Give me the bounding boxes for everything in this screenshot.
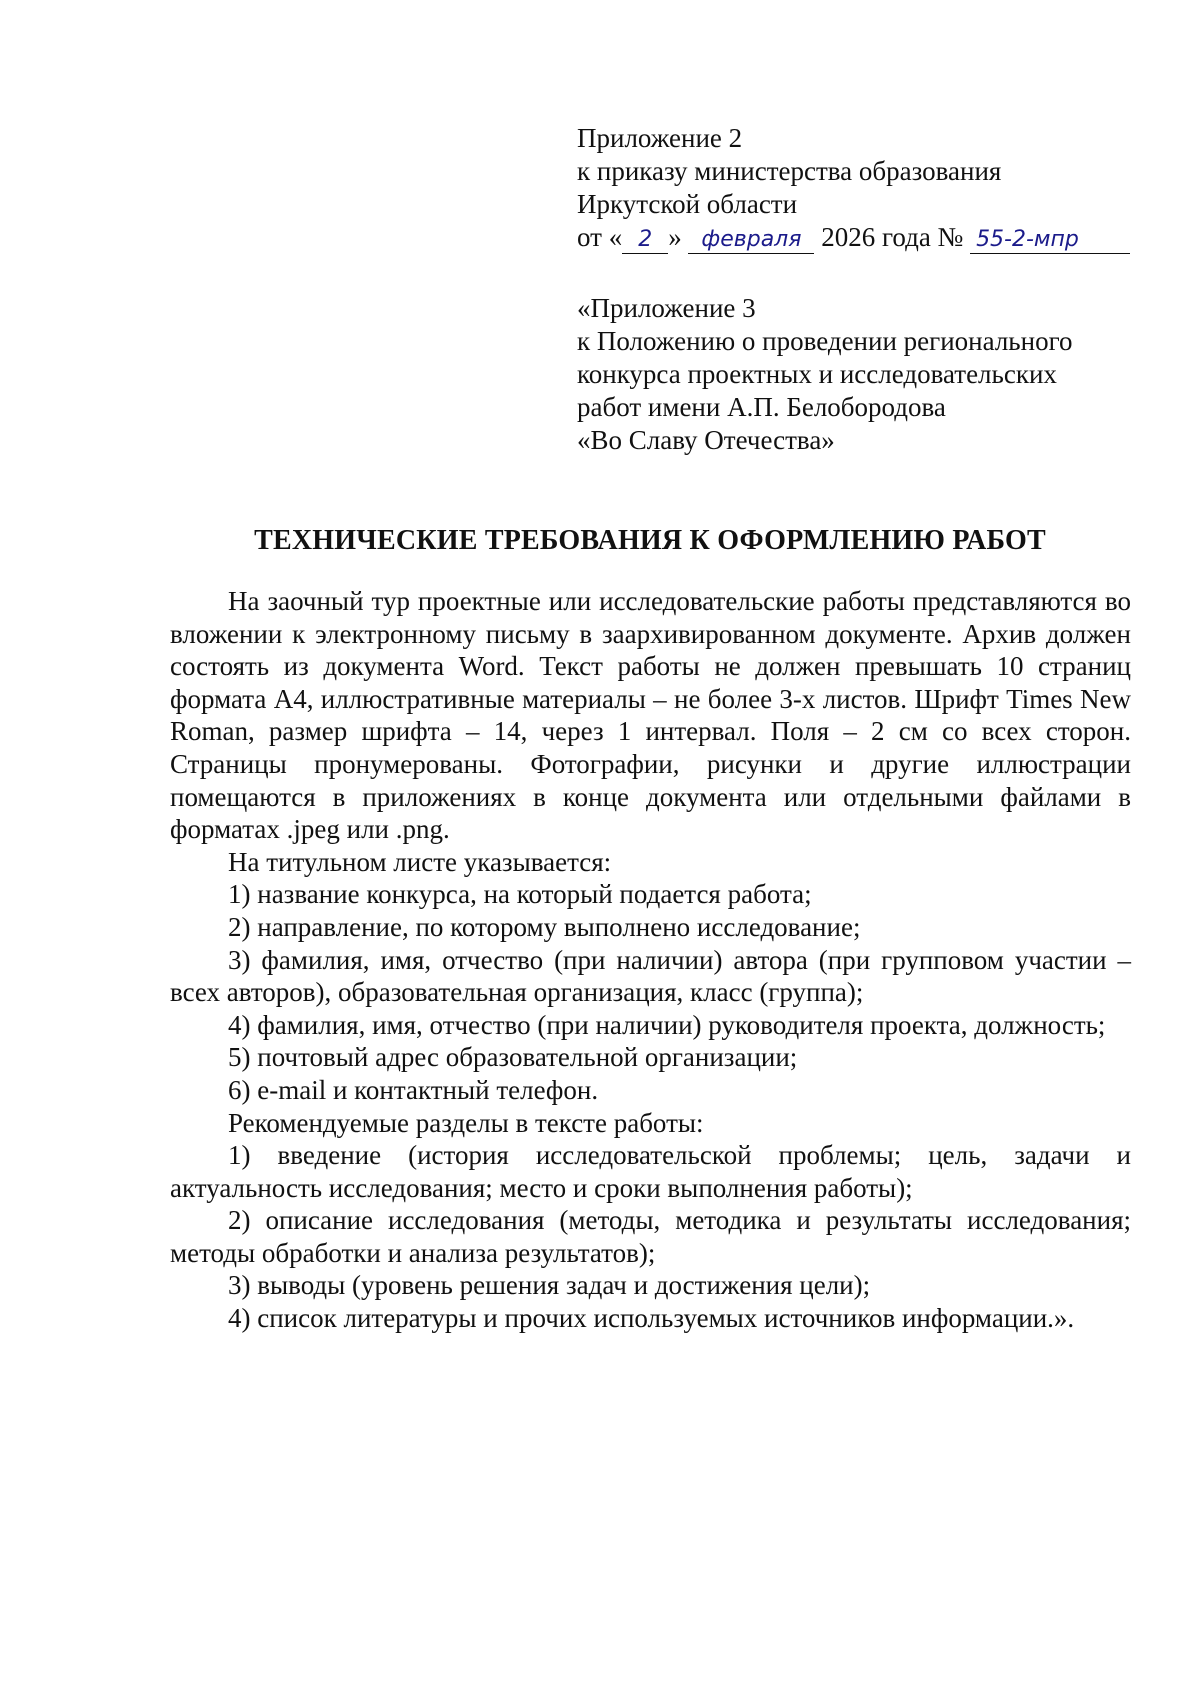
appendix-reference-block [577,292,1137,457]
approval-reference-block [577,122,1137,254]
list-item: 6) e-mail и контактный телефон. [228,1074,599,1105]
document-body [170,585,1131,1335]
list-item: 3) выводы (уровень решения задач и достижения цели); [228,1270,871,1301]
list-item: 4) фамилия, имя, отчество (при наличии) руководителя проекта, должность; [228,1009,1106,1040]
handwritten-order-number: 55-2-мпр [970,227,1130,254]
appendix-line-4: работ имени А.П. Белобородова [577,392,946,422]
list-item: 2) направление, по которому выполнено исследование; [228,911,861,942]
year-text: 2026 года № [821,222,964,252]
date-prefix: от « [577,222,623,252]
appendix-line-3: конкурса проектных и исследовательских [577,359,1057,389]
approval-date-line [577,221,1137,254]
appendix-line-1: «Приложение 3 [577,293,756,323]
list-item: 2) описание исследования (методы, методика и результаты исследования; методы обработки и анализа результатов); [170,1205,1131,1268]
appendix-line-5: «Во Славу Отечества» [577,425,835,455]
list-item: 1) введение (история исследовательской проблемы; цель, задачи и актуальность исследования; место и сроки выполнения работы); [170,1140,1131,1203]
handwritten-month: февраля [688,227,814,254]
approval-line-2: к приказу министерства образования [577,156,1002,186]
approval-line-1: Приложение 2 [577,123,743,153]
approval-line-3: Иркутской области [577,189,798,219]
appendix-line-2: к Положению о проведении регионального [577,326,1073,356]
title-page-heading: На титульном листе указывается: [228,846,612,877]
list-item: 5) почтовый адрес образовательной организации; [228,1042,798,1073]
list-item: 1) название конкурса, на который подается работа; [228,879,812,910]
intro-paragraph: На заочный тур проектные или исследовательские работы представляются во вложении к электронному письму в заархивированном документе. Архив должен состоять из документа Word. Текст работы не должен превышать 10 страниц формата А4, иллюстративные материалы – не более 3-х листов. Шрифт Times New Roman, размер шрифта – 14, через 1 интервал. Поля – 2 см со всех сторон. Страницы пронумерованы. Фотографии, рисунки и другие иллюстрации помещаются в приложениях в конце документа или отдельными файлами в форматах .jpeg или .png. [170,586,1131,845]
handwritten-day: 2 [622,227,668,254]
list-item: 3) фамилия, имя, отчество (при наличии) автора (при групповом участии – всех авторов), образовательная организация, класс (группа); [170,944,1131,1008]
document-title: ТЕХНИЧЕСКИЕ ТРЕБОВАНИЯ К ОФОРМЛЕНИЮ РАБОТ [254,525,1046,556]
list-item: 4) список литературы и прочих используемых источников информации.». [228,1303,1075,1334]
date-quote-close: » [668,222,682,252]
sections-heading: Рекомендуемые разделы в тексте работы: [228,1107,704,1138]
